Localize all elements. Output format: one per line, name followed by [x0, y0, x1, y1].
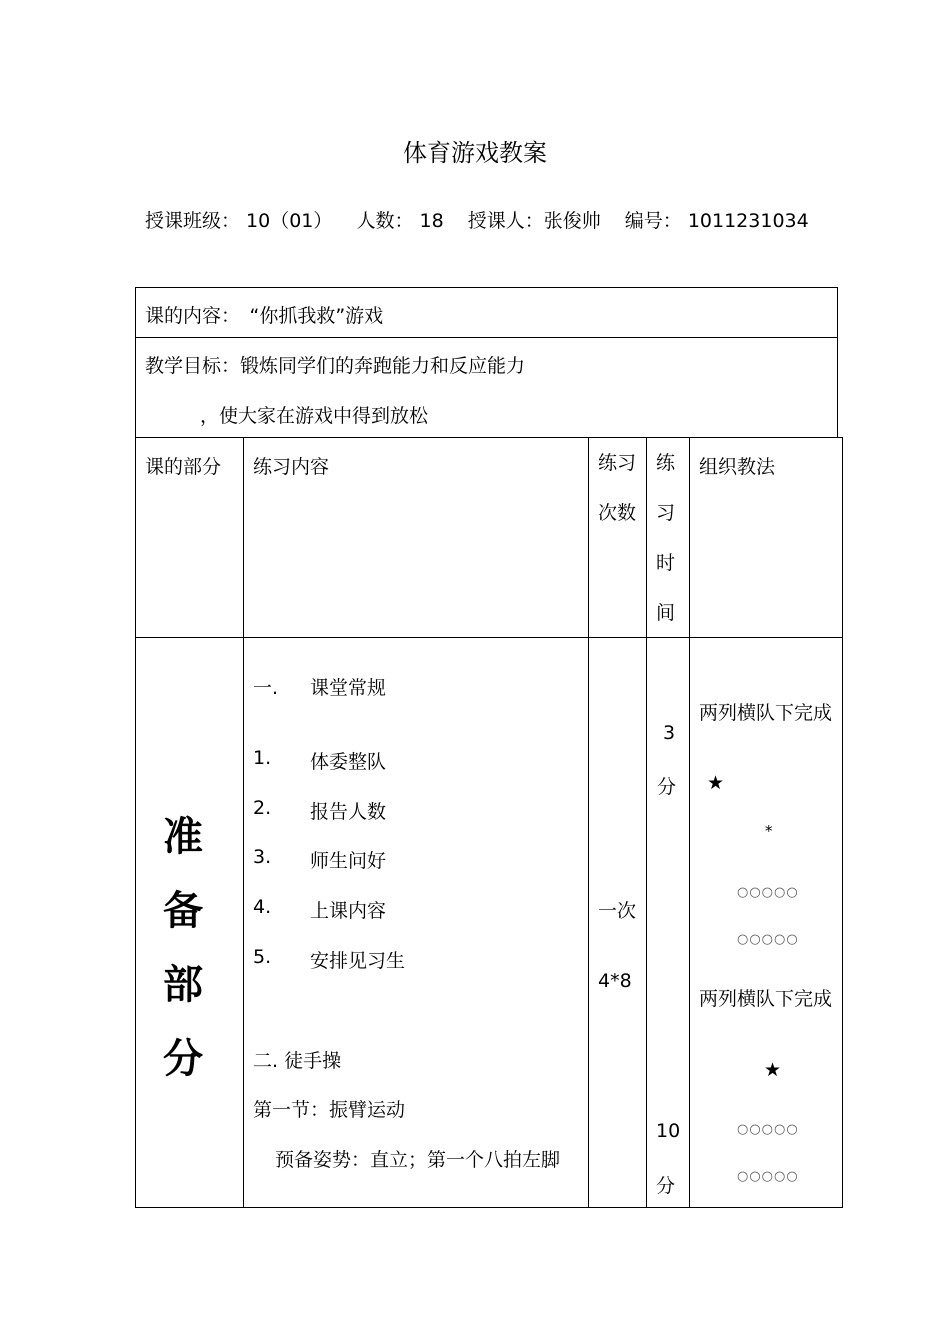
teaching-goal-cont: ，使大家在游戏中得到放松	[200, 405, 429, 427]
star-icon: ★	[707, 772, 725, 794]
circle-row: ○○○○○	[737, 1169, 799, 1184]
header-times: 练习 次数	[598, 452, 637, 524]
exercise-title: 二. 徒手操	[253, 1050, 342, 1072]
duration-value: 10	[656, 1120, 681, 1142]
exercise-section: 第一节：振臂运动	[253, 1099, 406, 1121]
count-info: 人数： 18	[356, 210, 444, 232]
number-info: 编号： 1011231034	[624, 210, 809, 232]
class-info: 授课班级： 10（01）	[145, 210, 333, 232]
list-item: 一.	[253, 677, 279, 699]
circle-row: ○○○○○	[737, 885, 799, 900]
star-icon: ★	[764, 1059, 782, 1081]
method-label: 两列横队下完成	[699, 702, 833, 724]
list-item: 1.	[253, 747, 272, 769]
circle-row: ○○○○○	[737, 1122, 799, 1137]
lesson-content: 课的内容： “你抓我救”游戏	[145, 305, 384, 327]
times-value: 一次	[598, 900, 637, 922]
list-item-text: 报告人数	[310, 801, 387, 823]
header-part: 课的部分	[145, 456, 222, 478]
list-item: 4.	[253, 896, 272, 918]
exercise-detail: 预备姿势：直立；第一个八拍左脚	[275, 1149, 561, 1171]
asterisk-mark: *	[765, 822, 773, 840]
section-name: 准 备 部 分	[163, 814, 203, 1082]
duration-value: 分	[657, 776, 677, 798]
duration-value: 3	[663, 722, 676, 744]
header-practice: 练习内容	[253, 456, 330, 478]
list-item-text: 课堂常规	[310, 677, 387, 699]
duration-value: 分	[656, 1175, 676, 1197]
list-item: 5.	[253, 946, 272, 968]
list-item: 2.	[253, 797, 272, 819]
info-line	[145, 206, 827, 233]
header-duration: 练 习 时 间	[656, 452, 676, 624]
lesson-table	[135, 437, 843, 1208]
times-value: 4*8	[598, 970, 632, 992]
list-item-text: 安排见习生	[310, 950, 406, 972]
list-item: 3.	[253, 846, 272, 868]
header-method: 组织教法	[699, 456, 776, 478]
header-divider	[135, 637, 843, 638]
teacher-info: 授课人：张俊帅	[467, 210, 601, 232]
summary-divider	[135, 337, 838, 338]
teaching-goal: 教学目标：锻炼同学们的奔跑能力和反应能力	[145, 355, 526, 377]
page-title: 体育游戏教案	[403, 139, 547, 167]
list-item-text: 师生问好	[310, 850, 387, 872]
method-label: 两列横队下完成	[699, 988, 833, 1010]
circle-row: ○○○○○	[737, 932, 799, 947]
list-item-text: 体委整队	[310, 751, 387, 773]
list-item-text: 上课内容	[310, 900, 387, 922]
